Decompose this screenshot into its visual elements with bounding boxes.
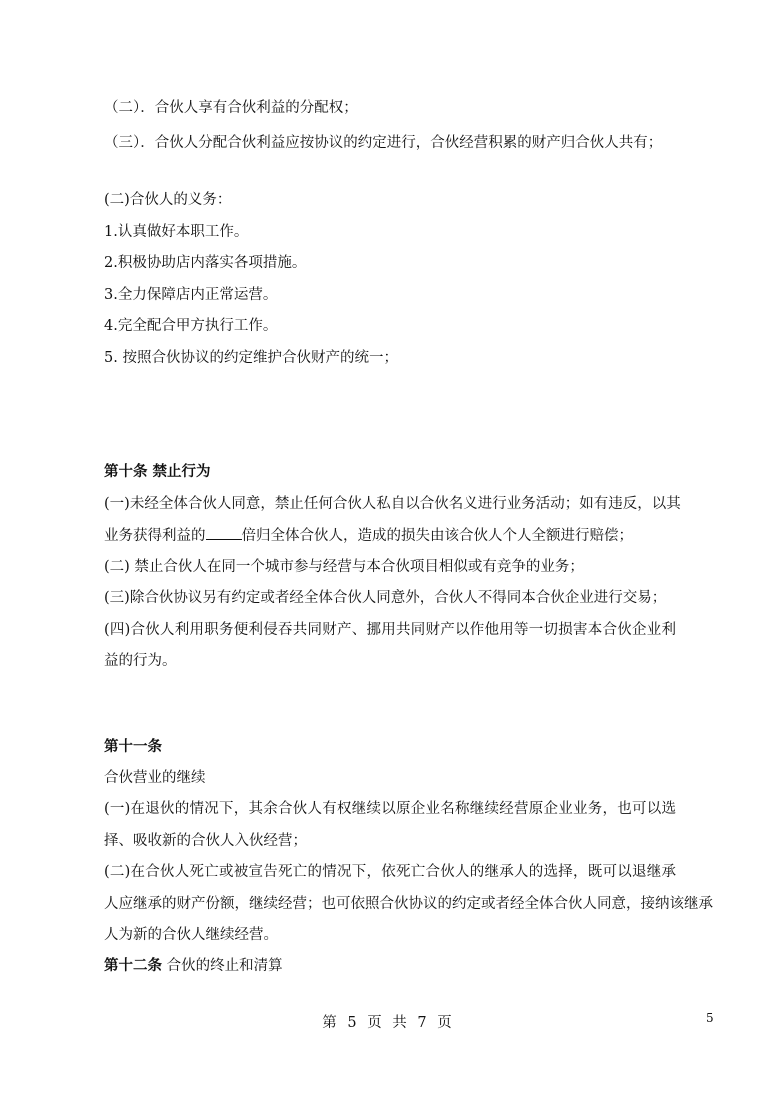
blank-underline — [206, 525, 242, 540]
article-11-p2-line3: 人为新的合伙人继续经营。 — [104, 927, 278, 943]
article-12-title — [104, 956, 283, 976]
corner-page-number: 5 — [706, 1011, 714, 1025]
article-11-p1-line2: 择、吸收新的合伙人入伙经营； — [104, 833, 307, 849]
footer-ye-1: 页 — [367, 1015, 382, 1031]
rights-item-3: （三）．合伙人分配合伙利益应按协议的约定进行，合伙经营积累的财产归合伙人共有； — [104, 135, 663, 151]
article-12-title-rest: 合伙的终止和清算 — [162, 958, 283, 974]
article-10-p4-line1: (四)合伙人利用职务便利侵吞共同财产、挪用共同财产以作他用等一切损害本合伙企业利 — [104, 622, 676, 638]
article-12-title-bold: 第十二条 — [104, 957, 162, 974]
article-11-title: 第十一条 — [104, 738, 162, 755]
duty-item-3: 3.全力保障店内正常运营。 — [104, 287, 278, 303]
article-10-p1-line2-before: 业务获得利益的 — [104, 528, 206, 544]
footer-ye-2: 页 — [437, 1015, 452, 1031]
duty-item-4: 4.完全配合甲方执行工作。 — [104, 318, 278, 334]
article-10-p1-line1: (一)未经全体合伙人同意，禁止任何合伙人私自以合伙名义进行业务活动；如有违反，以其 — [104, 496, 681, 512]
rights-item-2: （二）．合伙人享有合伙利益的分配权； — [104, 100, 358, 116]
footer-total-pages: 7 — [417, 1015, 427, 1031]
article-10-p1-line2-after: 倍归全体合伙人，造成的损失由该合伙人个人全额进行赔偿； — [241, 528, 633, 544]
footer-di: 第 — [322, 1015, 337, 1031]
article-11-p2-line2: 人应继承的财产份额，继续经营；也可依照合伙协议的约定或者经全体合伙人同意，接纳该继承 — [104, 896, 713, 912]
article-11-p2-line1: (二)在合伙人死亡或被宣告死亡的情况下，依死亡合伙人的继承人的选择，既可以退继承 — [104, 864, 676, 880]
article-10-title: 第十条 禁止行为 — [104, 463, 211, 480]
article-11-subtitle: 合伙营业的继续 — [104, 770, 206, 786]
duty-item-2: 2.积极协助店内落实各项措施。 — [104, 255, 307, 271]
article-10-p2: (二) 禁止合伙人在同一个城市参与经营与本合伙项目相似或有竞争的业务； — [104, 559, 584, 575]
article-10-p4-line2: 益的行为。 — [104, 653, 177, 669]
footer-gong: 共 — [392, 1015, 407, 1031]
duty-item-5: 5. 按照合伙协议的约定维护合伙财产的统一； — [104, 350, 398, 366]
article-10-p3: (三)除合伙协议另有约定或者经全体合伙人同意外，合伙人不得同本合伙企业进行交易； — [104, 590, 667, 606]
duty-item-1: 1.认真做好本职工作。 — [104, 224, 249, 240]
page-footer — [0, 1013, 774, 1033]
duties-heading: (二)合伙人的义务： — [104, 192, 232, 208]
article-10-p1-line2 — [104, 525, 633, 546]
article-11-p1-line1: (一)在退伙的情况下，其余合伙人有权继续以原企业名称继续经营原企业业务，也可以选 — [104, 801, 676, 817]
footer-current-page: 5 — [347, 1015, 357, 1031]
